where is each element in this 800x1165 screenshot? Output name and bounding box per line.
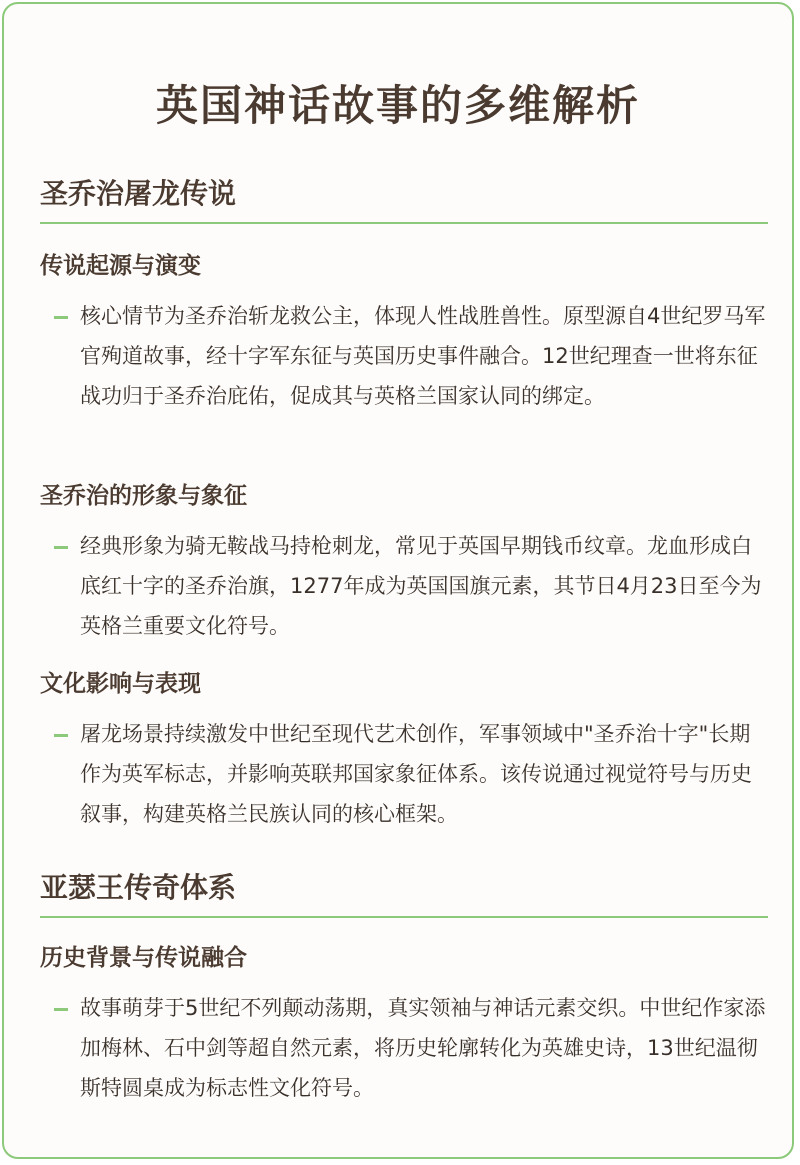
subheading-origin: 传说起源与演变 [40, 253, 201, 279]
bullet-dash-icon [54, 546, 68, 549]
bullet-dash-icon [54, 734, 68, 737]
section-heading-arthur: 亚瑟王传奇体系 [40, 871, 237, 904]
article-card [2, 2, 794, 1159]
subheading-influence: 文化影响与表现 [40, 671, 201, 697]
bullet-item-image [40, 526, 770, 646]
bullet-text: 核心情节为圣乔治斩龙救公主，体现人性战胜兽性。原型源自4世纪罗马军官殉道故事，经十字军东征与英国历史事件融合。12世纪理查一世将东征战功归于圣乔治庇佑，促成其与英格兰国家认同的绑定。 [80, 304, 766, 408]
section-heading-st-george: 圣乔治屠龙传说 [40, 177, 237, 210]
bullet-item-influence [40, 714, 770, 834]
bullet-dash-icon [54, 1008, 68, 1011]
section-divider [40, 916, 768, 918]
bullet-dash-icon [54, 316, 68, 319]
page-title: 英国神话故事的多维解析 [155, 81, 640, 130]
subheading-image: 圣乔治的形象与象征 [40, 483, 247, 509]
bullet-item-origin [40, 296, 770, 416]
section-divider [40, 222, 768, 224]
bullet-text: 经典形象为骑无鞍战马持枪刺龙，常见于英国早期钱币纹章。龙血形成白底红十字的圣乔治旗，1277年成为英国国旗元素，其节日4月23日至今为英格兰重要文化符号。 [80, 534, 762, 638]
bullet-text: 屠龙场景持续激发中世纪至现代艺术创作，军事领域中"圣乔治十字"长期作为英军标志，并影响英联邦国家象征体系。该传说通过视觉符号与历史叙事，构建英格兰民族认同的核心框架。 [80, 722, 752, 826]
subheading-background: 历史背景与传说融合 [40, 945, 247, 971]
bullet-text: 故事萌芽于5世纪不列颠动荡期，真实领袖与神话元素交织。中世纪作家添加梅林、石中剑等超自然元素，将历史轮廓转化为英雄史诗，13世纪温彻斯特圆桌成为标志性文化符号。 [80, 996, 766, 1100]
bullet-item-background [40, 988, 770, 1108]
